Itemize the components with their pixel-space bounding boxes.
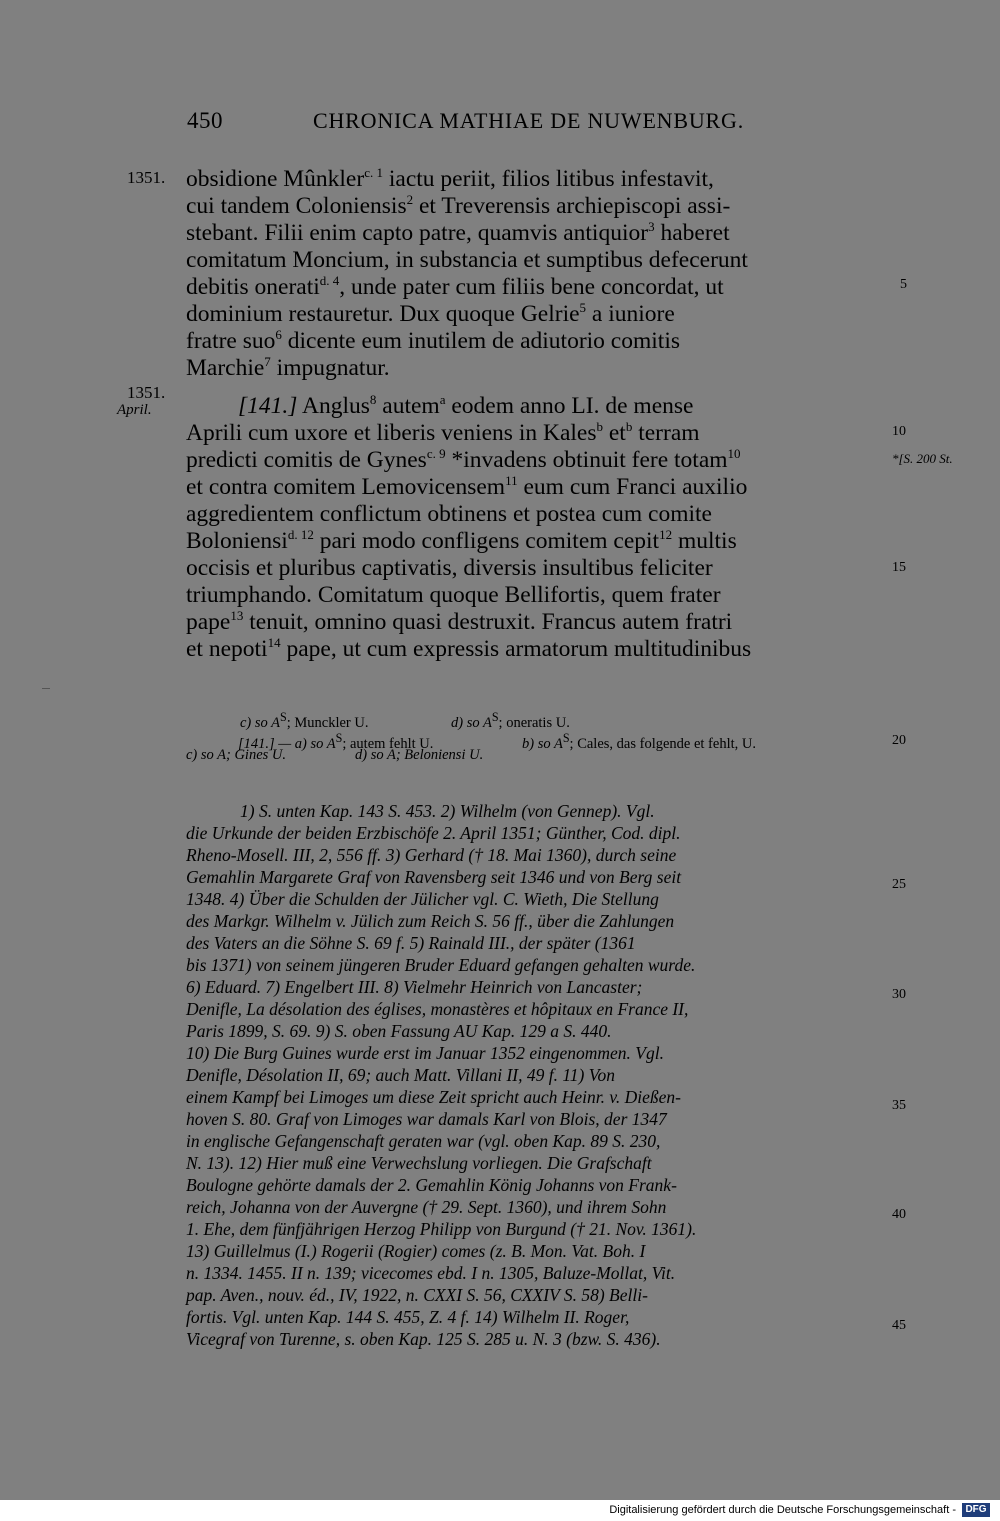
text-line: cui tandem Coloniensis$^2$ et Treverensis archiepiscopi assi- xyxy=(186,192,731,219)
footnote-line: 1. Ehe, dem fünfjährigen Herzog Philipp von Burgund († 21. Nov. 1361). xyxy=(186,1219,697,1239)
margin-mark xyxy=(42,688,50,689)
footnote-line: hoven S. 80. Graf von Limoges war damals Karl von Blois, der 1347 xyxy=(186,1109,667,1129)
running-title: CHRONICA MATHIAE DE NUWENBURG. xyxy=(313,108,744,133)
apparatus-line: d) so A; Beloniensi U. xyxy=(355,747,484,763)
text-line: dominium restauretur. Dux quoque Gelrie$^5$ a iuniore xyxy=(186,300,675,327)
footer-credit: Digitalisierung gefördert durch die Deutsche Forschungsgemeinschaft - xyxy=(609,1504,956,1516)
footnote-line: Boulogne gehörte damals der 2. Gemahlin König Johanns von Frank- xyxy=(186,1175,677,1195)
page-number: 450 xyxy=(187,108,223,133)
apparatus-line: b) so $A^S$; Cales, das folgende et fehlt, U. xyxy=(522,731,756,752)
footnote-line: in englische Gefangenschaft geraten war (vgl. oben Kap. 89 S. 230, xyxy=(186,1131,661,1151)
footnote-line: Paris 1899, S. 69. 9) S. oben Fassung AU Kap. 129 a S. 440. xyxy=(186,1021,612,1041)
footnote-line: reich, Johanna von der Auvergne († 29. Sept. 1360), und ihrem Sohn xyxy=(186,1197,667,1217)
footnote-line: 1348. 4) Über die Schulden der Jülicher vgl. C. Wieth, Die Stellung xyxy=(186,889,659,909)
text-line: comitatum Moncium, in substancia et sumptibus defecerunt xyxy=(186,247,748,273)
footnote-line: bis 1371) von seinem jüngeren Bruder Eduard gefangen gehalten wurde. xyxy=(186,955,696,975)
footnote-line: Denifle, La désolation des églises, monastères et hôpitaux en France II, xyxy=(186,999,689,1019)
footnote-line: 13) Guillelmus (I.) Rogerii (Rogier) comes (z. B. Mon. Vat. Boh. I xyxy=(186,1241,646,1261)
text-line: stebant. Filii enim capto patre, quamvis antiquior$^3$ haberet xyxy=(186,219,730,246)
footnote-line: die Urkunde der beiden Erzbischöfe 2. April 1351; Günther, Cod. dipl. xyxy=(186,823,681,843)
text-line: Aprili cum uxore et liberis veniens in Kales$^b$ $et^b$ terram xyxy=(186,419,700,446)
footnote-line: pap. Aven., nouv. éd., IV, 1922, n. CXXI S. 56, CXXIV S. 58) Belli- xyxy=(186,1285,648,1305)
dfg-logo[interactable]: DFG xyxy=(962,1503,990,1517)
footnote-line: N. 13). 12) Hier muß eine Verwechslung vorliegen. Die Grafschaft xyxy=(186,1153,652,1173)
text-line: Marchie$^7$ impugnatur. xyxy=(186,354,390,381)
apparatus-line: c) so $A^S$; Munckler U. xyxy=(240,710,369,731)
line-number: 15 xyxy=(892,560,906,575)
text-line: predicti comitis de Gynes$^{c. 9}$ *invadens obtinuit fere totam$^{10}$ xyxy=(186,446,741,473)
apparatus-line: c) so A; Gines U. xyxy=(186,747,287,763)
footnote-line: 10) Die Burg Guines wurde erst im Januar 1352 eingenommen. Vgl. xyxy=(186,1043,664,1063)
footnote-line: des Vaters an die Söhne S. 69 f. 5) Rainald III., der später (1361 xyxy=(186,933,636,953)
margin-page-ref: *[S. 200 St. xyxy=(892,451,953,466)
text-line: et contra comitem Lemovicensem$^{11}$ eum cum Franci auxilio xyxy=(186,473,748,500)
text-line: pape$^{13}$ tenuit, omnino quasi destruxit. Francus autem fratri xyxy=(186,608,733,635)
line-number: 5 xyxy=(900,277,907,292)
line-number: 20 xyxy=(892,733,906,748)
footnote-line: n. 1334. 1455. II n. 139; vicecomes ebd. I n. 1305, Baluze-Mollat, Vit. xyxy=(186,1263,676,1283)
text-line: et nepoti$^{14}$ pape, ut cum expressis armatorum multitudinibus xyxy=(186,635,752,662)
line-number: 10 xyxy=(892,424,906,439)
line-number: 25 xyxy=(892,877,906,892)
footnote-line: 1) S. unten Kap. 143 S. 453. 2) Wilhelm (von Gennep). Vgl. xyxy=(240,801,655,821)
footnote-line: Denifle, Désolation II, 69; auch Matt. Villani II, 49 f. 11) Von xyxy=(186,1065,615,1085)
margin-month: April. xyxy=(117,402,152,418)
text-line: aggredientem conflictum obtinens et postea cum comite xyxy=(186,501,712,527)
text-line: triumphando. Comitatum quoque Bellifortis, quem frater xyxy=(186,582,721,608)
line-number: 30 xyxy=(892,987,906,1002)
line-number: 45 xyxy=(892,1318,906,1333)
text-line: [141.] Anglus$^8$ autem$^a$ eodem anno LI. de mense xyxy=(238,392,694,419)
line-number: 35 xyxy=(892,1098,906,1113)
footnote-line: Gemahlin Margarete Graf von Ravensberg seit 1346 und von Berg seit xyxy=(186,867,682,887)
footnote-line: 6) Eduard. 7) Engelbert III. 8) Vielmehr Heinrich von Lancaster; xyxy=(186,977,643,997)
apparatus-line: [141.] — a) so $A^S$; autem fehlt U. xyxy=(238,731,434,752)
footnote-line: Vicegraf von Turenne, s. oben Kap. 125 S. 285 u. N. 3 (bzw. S. 436). xyxy=(186,1329,661,1349)
footnote-line: des Markgr. Wilhelm v. Jülich zum Reich S. 56 ff., über die Zahlungen xyxy=(186,911,675,931)
text-line: debitis onerati$^{d. 4}$, unde pater cum filiis bene concordat, ut xyxy=(186,273,724,300)
apparatus-line: d) so $A^S$; oneratis U. xyxy=(451,710,570,731)
text-line: obsidione Mûnkler$^{c. 1}$ iactu periit, filios litibus infestavit, xyxy=(186,165,714,192)
margin-year: 1351. xyxy=(127,383,166,402)
footnote-line: einem Kampf bei Limoges um diese Zeit spricht auch Heinr. v. Dießen- xyxy=(186,1087,681,1107)
text-line: fratre suo$^6$ dicente eum inutilem de adiutorio comitis xyxy=(186,327,680,354)
text-line: Boloniensi$^{d. 12}$ pari modo confligens comitem cepit$^{12}$ multis xyxy=(186,527,737,554)
footnote-line: fortis. Vgl. unten Kap. 144 S. 455, Z. 4 f. 14) Wilhelm II. Roger, xyxy=(186,1307,630,1327)
footnote-line: Rheno-Mosell. III, 2, 556 ff. 3) Gerhard († 18. Mai 1360), durch seine xyxy=(186,845,677,865)
line-number: 40 xyxy=(892,1207,906,1222)
margin-year: 1351. xyxy=(127,168,166,187)
text-line: occisis et pluribus captivatis, diversis insultibus feliciter xyxy=(186,555,713,581)
